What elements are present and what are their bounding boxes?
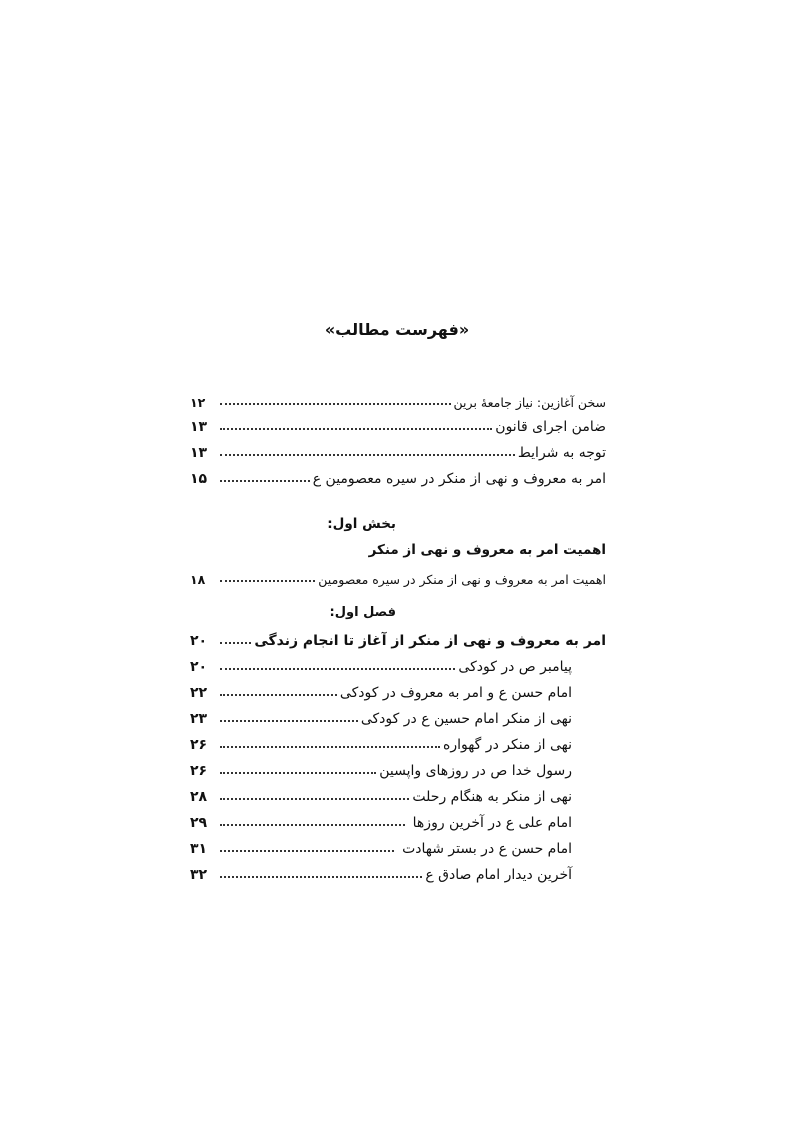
dot-leader (220, 428, 492, 430)
toc-page-number: ۲۳ (190, 711, 208, 727)
toc-entry[interactable] (190, 653, 572, 675)
chapter-heading: فصل اول: (329, 605, 396, 620)
toc-entry-label: ضامن اجرای قانون (495, 419, 606, 435)
dot-leader (220, 403, 451, 405)
toc-page-number: ۲۹ (190, 815, 208, 831)
dot-leader (220, 668, 455, 670)
toc-entry[interactable] (190, 809, 572, 831)
part-heading: بخش اول: (327, 516, 396, 532)
toc-entry-label: آخرین دیدار امام صادق ع (425, 867, 572, 883)
toc-entry[interactable] (190, 388, 606, 410)
toc-entry-label: امام حسن ع و امر به معروف در کودکی (339, 685, 572, 701)
dot-leader (220, 850, 394, 852)
toc-entry[interactable] (190, 565, 606, 587)
toc-entry-label: امام حسن ع در بستر شهادت (402, 841, 572, 857)
dot-leader (220, 876, 422, 878)
toc-entry-label: نهی از منکر به هنگام رحلت (412, 789, 572, 805)
toc-entry-label: توجه به شرایط (517, 445, 606, 461)
toc-entry[interactable] (190, 705, 572, 727)
part-subheading: اهمیت امر به معروف و نهی از منکر (368, 542, 606, 558)
toc-entry[interactable] (190, 627, 606, 649)
toc-entry[interactable] (190, 731, 572, 753)
toc-page-number: ۲۰ (190, 659, 208, 675)
toc-page-number: ۱۳ (190, 445, 208, 461)
toc-entry[interactable] (190, 757, 572, 779)
toc-entry-label: نهی از منکر در گهواره (443, 737, 572, 753)
toc-page-number: ۲۰ (190, 633, 208, 649)
dot-leader (220, 824, 405, 826)
toc-page-number: ۲۲ (190, 685, 208, 701)
toc-entry-label: امر به معروف و نهی از منکر در سیره معصومین ع (312, 471, 606, 487)
toc-entry[interactable] (190, 679, 572, 701)
dot-leader (220, 798, 409, 800)
toc-page-number: ۱۸ (190, 572, 206, 587)
toc-entry-label: امام علی ع در آخرین روزها (412, 815, 572, 831)
toc-page-number: ۱۳ (190, 419, 208, 435)
toc-entry-label: نهی از منکر امام حسین ع در کودکی (360, 711, 572, 727)
toc-entry[interactable] (190, 861, 572, 883)
toc-entry-label: امر به معروف و نهی از منکر از آغاز تا انجام زندگی (254, 633, 606, 649)
toc-entry[interactable] (190, 465, 606, 487)
dot-leader (220, 772, 376, 774)
dot-leader (220, 720, 358, 722)
toc-page-number: ۲۸ (190, 789, 208, 805)
toc-page-number: ۲۶ (190, 737, 208, 753)
toc-entry-label: پیامبر ص در کودکی (458, 659, 572, 675)
dot-leader (220, 642, 251, 644)
toc-entry[interactable] (190, 783, 572, 805)
dot-leader (220, 746, 440, 748)
toc-page-number: ۱۵ (190, 471, 208, 487)
page-title: «فهرست مطالب» (324, 320, 470, 339)
toc-entry-label: رسول خدا ص در روزهای واپسین (379, 763, 572, 779)
dot-leader (220, 454, 515, 456)
toc-entry[interactable] (190, 835, 572, 857)
dot-leader (220, 580, 315, 582)
toc-entry-label: اهمیت امر به معروف و نهی از منکر در سیره معصومین (318, 572, 606, 587)
toc-entry-label: سخن آغازین: نیاز جامعهٔ برین (453, 395, 606, 410)
dot-leader (220, 694, 337, 696)
toc-page-number: ۱۲ (190, 395, 206, 410)
toc-page-number: ۲۶ (190, 763, 208, 779)
toc-entry[interactable] (190, 439, 606, 461)
toc-page-number: ۳۲ (190, 867, 208, 883)
toc-entry[interactable] (190, 413, 606, 435)
toc-page-number: ۳۱ (190, 841, 208, 857)
dot-leader (220, 480, 310, 482)
